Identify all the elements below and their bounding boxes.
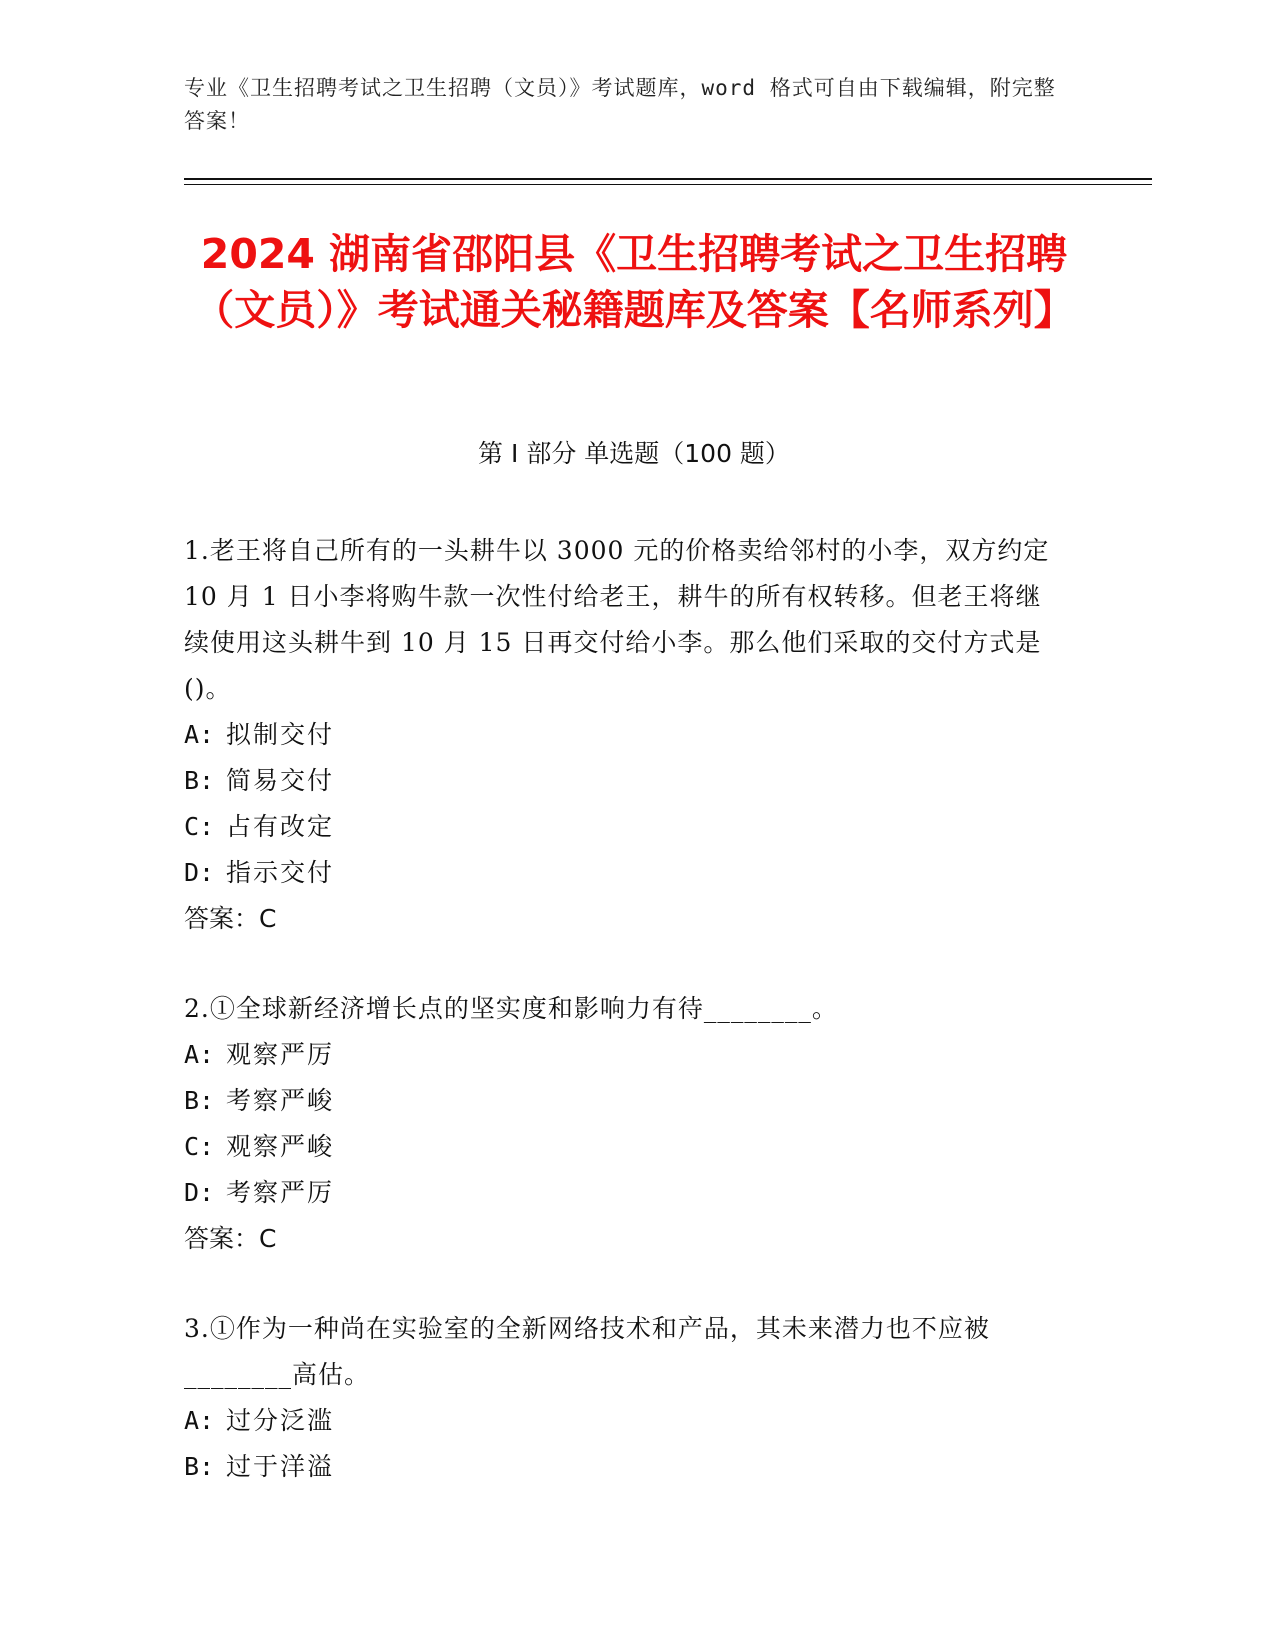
option-letter: D: bbox=[184, 1178, 215, 1207]
option-letter: C: bbox=[184, 812, 215, 841]
option-text: 占有改定 bbox=[226, 812, 335, 841]
option-c bbox=[184, 1124, 1064, 1170]
option-text: 考察严峻 bbox=[226, 1086, 335, 1115]
header-rule-thick bbox=[184, 178, 1152, 180]
option-text: 简易交付 bbox=[226, 766, 335, 795]
option-c bbox=[184, 804, 1064, 850]
option-letter: A: bbox=[184, 1040, 215, 1069]
option-a bbox=[184, 1032, 1064, 1078]
answer-line: 答案：C bbox=[184, 904, 277, 933]
option-text: 考察严厉 bbox=[226, 1178, 335, 1207]
option-letter: D: bbox=[184, 858, 215, 887]
option-text: 过分泛滥 bbox=[226, 1406, 335, 1435]
option-text: 拟制交付 bbox=[226, 720, 335, 749]
question-3 bbox=[184, 1306, 1064, 1490]
question-2 bbox=[184, 986, 1064, 1262]
option-letter: A: bbox=[184, 720, 215, 749]
option-letter: C: bbox=[184, 1132, 215, 1161]
option-b bbox=[184, 1444, 1064, 1490]
question-stem: 1.老王将自己所有的一头耕牛以 3000 元的价格卖给邻村的小李，双方约定 10 月 1 日小李将购牛款一次性付给老王，耕牛的所有权转移。但老王将继续使用这头耕牛到 10 月 15 日再交付给小李。那么他们采取的交付方式是()。 bbox=[184, 536, 1050, 703]
option-b bbox=[184, 1078, 1064, 1124]
option-a bbox=[184, 712, 1064, 758]
option-text: 观察严厉 bbox=[226, 1040, 335, 1069]
option-d bbox=[184, 1170, 1064, 1216]
document-title: 2024 湖南省邵阳县《卫生招聘考试之卫生招聘（文员）》考试通关秘籍题库及答案【名师系列】 bbox=[193, 230, 1075, 334]
option-text: 指示交付 bbox=[226, 858, 335, 887]
option-letter: A: bbox=[184, 1406, 215, 1435]
option-a bbox=[184, 1398, 1064, 1444]
option-letter: B: bbox=[184, 1086, 215, 1115]
option-b bbox=[184, 758, 1064, 804]
question-stem: 3.①作为一种尚在实验室的全新网络技术和产品，其未来潜力也不应被________高估。 bbox=[184, 1314, 990, 1389]
answer-line: 答案：C bbox=[184, 1224, 277, 1253]
option-text: 过于洋溢 bbox=[226, 1452, 335, 1481]
section-heading: 第 I 部分 单选题（100 题） bbox=[478, 439, 790, 468]
question-stem: 2.①全球新经济增长点的坚实度和影响力有待________。 bbox=[184, 994, 838, 1023]
header-note: 专业《卫生招聘考试之卫生招聘（文员）》考试题库，word 格式可自由下载编辑，附完整答案！ bbox=[184, 76, 1056, 133]
option-letter: B: bbox=[184, 766, 215, 795]
option-text: 观察严峻 bbox=[226, 1132, 335, 1161]
question-1 bbox=[184, 528, 1064, 942]
header-rule-thin bbox=[184, 184, 1152, 185]
question-list bbox=[184, 528, 1064, 1534]
option-d bbox=[184, 850, 1064, 896]
option-letter: B: bbox=[184, 1452, 215, 1481]
